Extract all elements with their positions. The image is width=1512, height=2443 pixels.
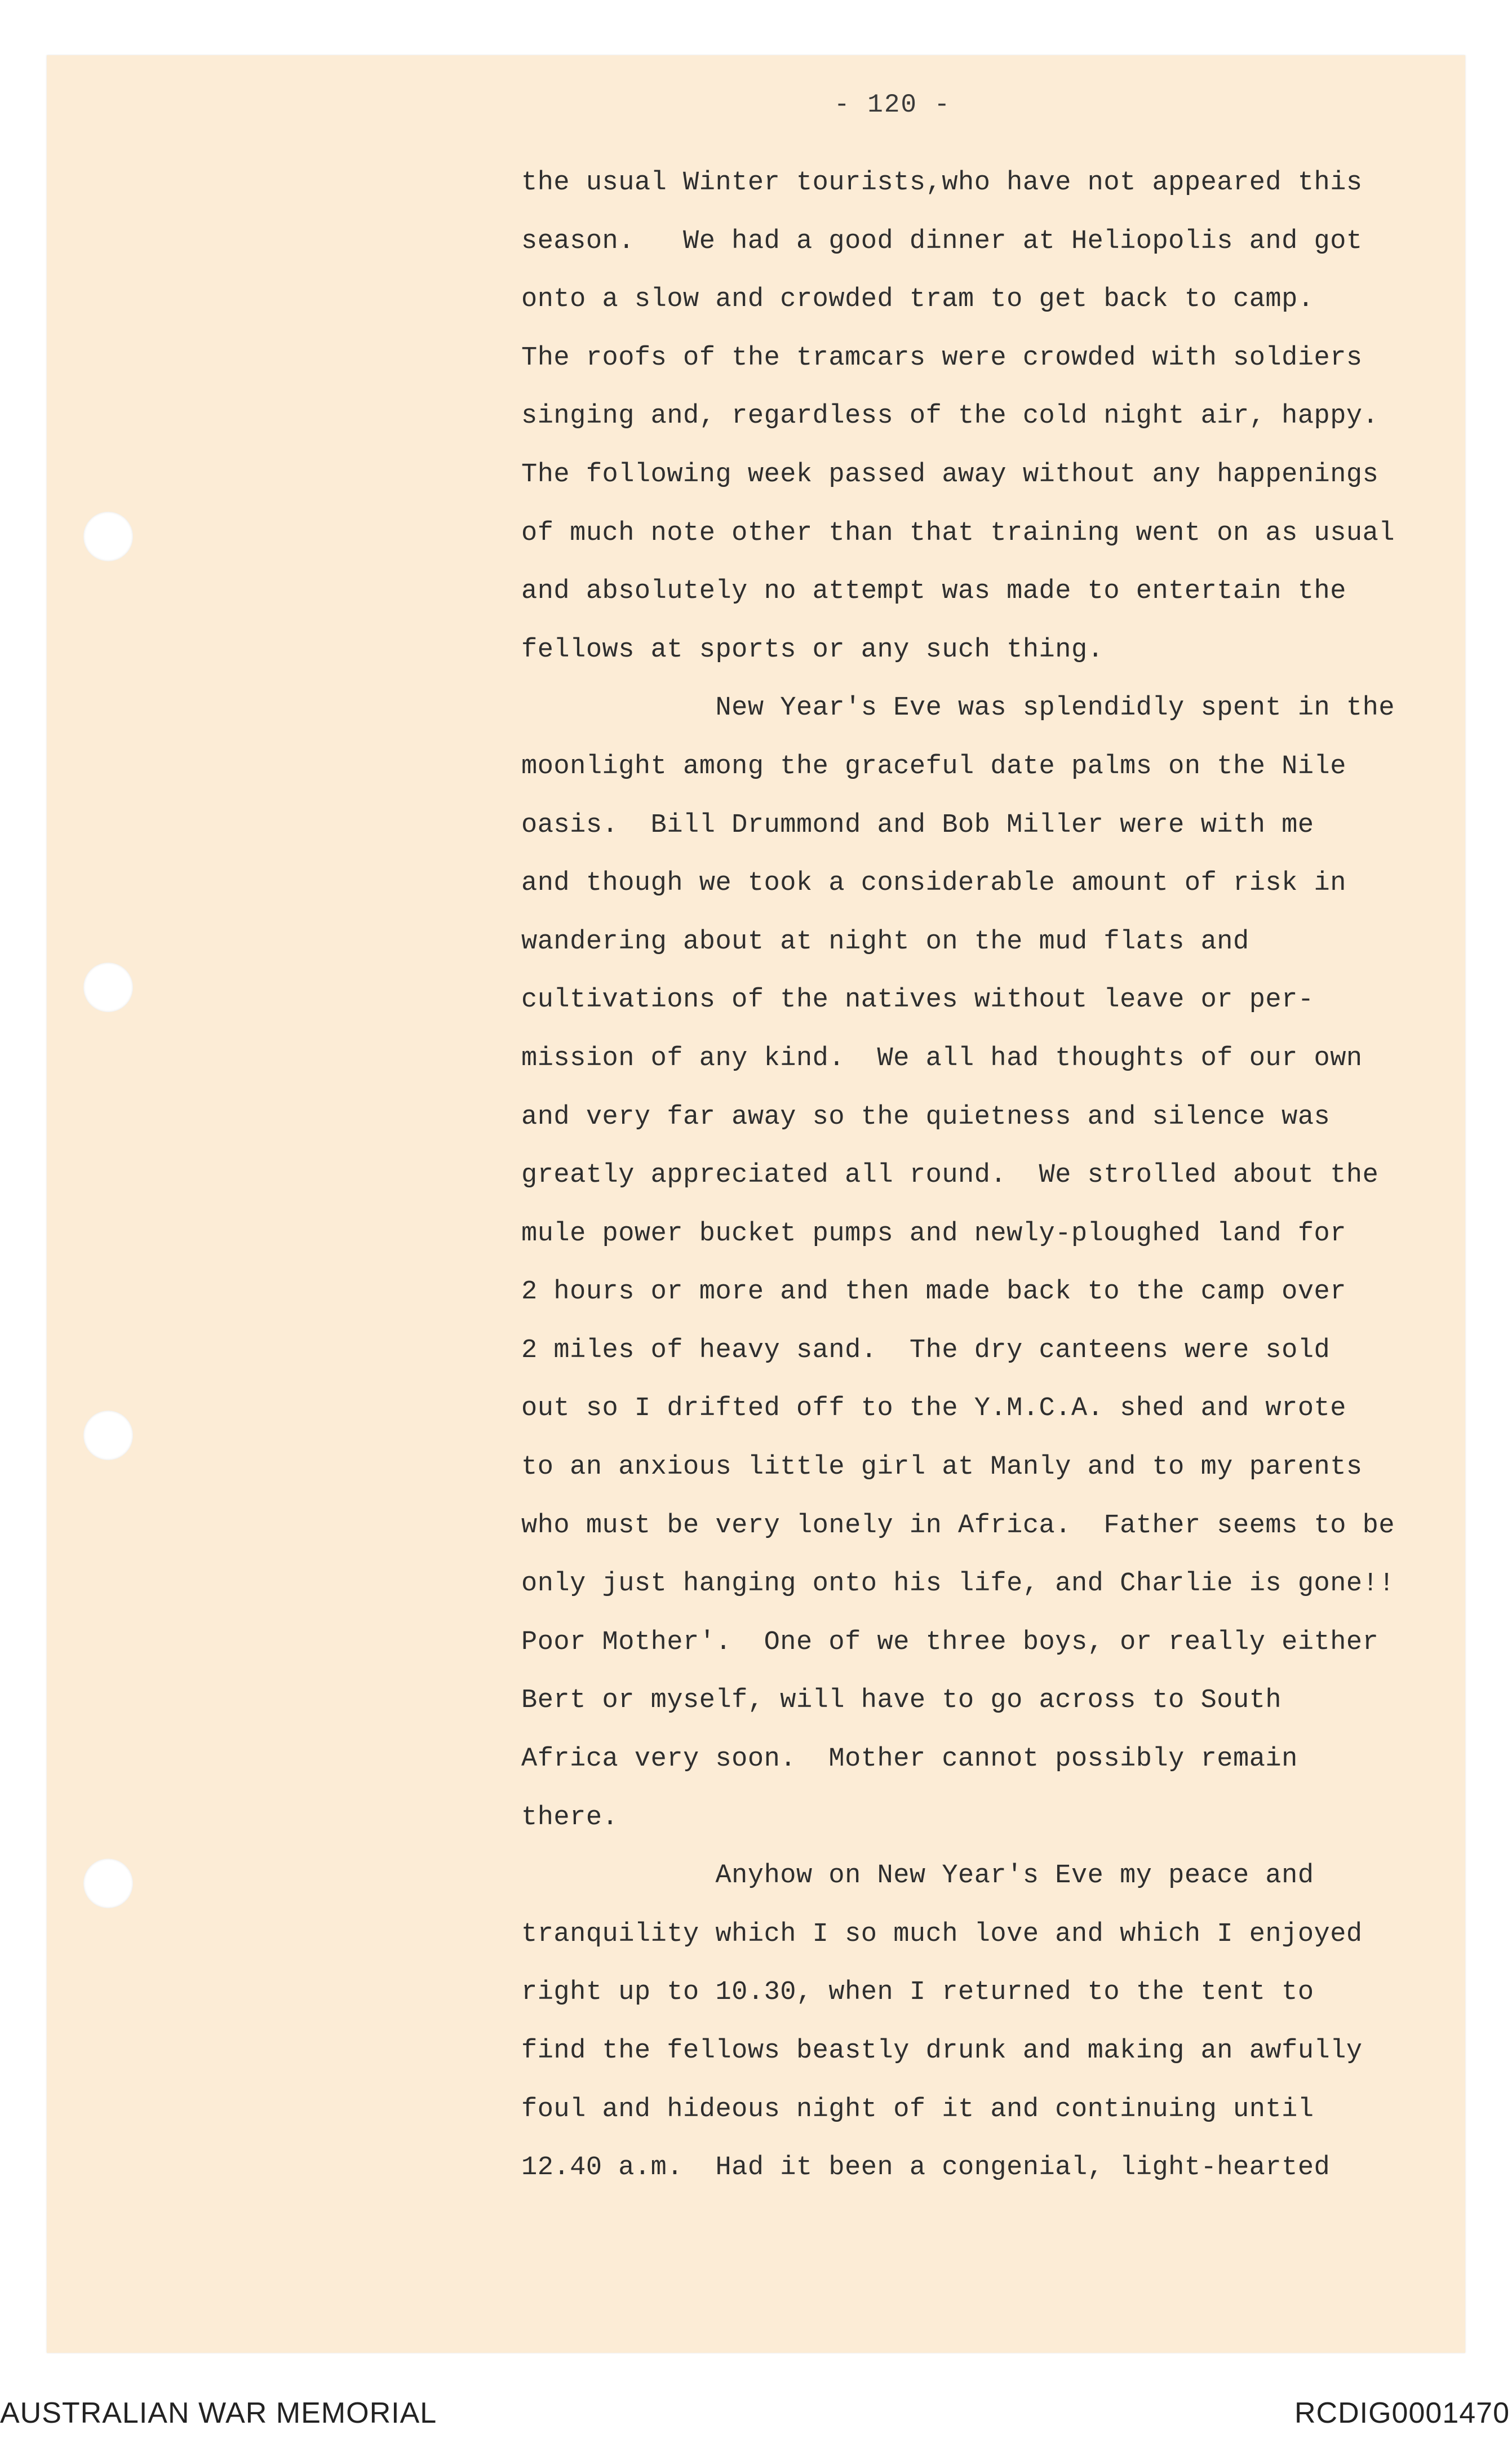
text-line: wandering about at night on the mud flats and bbox=[521, 926, 1249, 957]
text-line: the usual Winter tourists,who have not appeared this bbox=[521, 168, 1363, 198]
punch-hole bbox=[83, 512, 133, 561]
text-line: find the fellows beastly drunk and making an awfully bbox=[521, 2036, 1363, 2066]
text-line: oasis. Bill Drummond and Bob Miller were with me bbox=[521, 810, 1314, 840]
text-line: season. We had a good dinner at Heliopolis and got bbox=[521, 226, 1363, 256]
text-line: who must be very lonely in Africa. Father seems to be bbox=[521, 1510, 1395, 1541]
footer-archive-name: AUSTRALIAN WAR MEMORIAL bbox=[0, 2397, 437, 2429]
text-line: right up to 10.30, when I returned to the tent to bbox=[521, 1978, 1314, 2008]
text-line: 2 hours or more and then made back to the camp over bbox=[521, 1277, 1346, 1307]
text-line: mission of any kind. We all had thoughts of our own bbox=[521, 1043, 1363, 1074]
text-line: 12.40 a.m. Had it been a congenial, light-hearted bbox=[521, 2153, 1331, 2183]
punch-hole bbox=[83, 1859, 133, 1908]
text-line: cultivations of the natives without leave or per- bbox=[521, 985, 1314, 1016]
text-line: there. bbox=[521, 1802, 619, 1833]
text-line: mule power bucket pumps and newly-ploughed land for bbox=[521, 1218, 1346, 1249]
text-line: greatly appreciated all round. We strolled about the bbox=[521, 1160, 1379, 1191]
text-line: New Year's Eve was splendidly spent in the bbox=[521, 693, 1395, 724]
typed-text-body bbox=[521, 163, 1468, 2207]
text-line: Anyhow on New Year's Eve my peace and bbox=[521, 1861, 1314, 1891]
punch-hole bbox=[83, 963, 133, 1012]
text-line: 2 miles of heavy sand. The dry canteens were sold bbox=[521, 1335, 1331, 1365]
text-line: and though we took a considerable amount of risk in bbox=[521, 868, 1346, 899]
text-line: The roofs of the tramcars were crowded with soldiers bbox=[521, 343, 1363, 373]
page-number: - 120 - bbox=[834, 90, 951, 119]
text-line: tranquility which I so much love and which I enjoyed bbox=[521, 1919, 1363, 1949]
text-line: onto a slow and crowded tram to get back to camp. bbox=[521, 285, 1314, 315]
text-line: The following week passed away without any happenings bbox=[521, 459, 1379, 490]
text-line: of much note other than that training went on as usual bbox=[521, 518, 1395, 548]
text-line: and absolutely no attempt was made to entertain the bbox=[521, 577, 1346, 607]
text-line: Africa very soon. Mother cannot possibly remain bbox=[521, 1744, 1298, 1775]
text-line: Poor Mother'. One of we three boys, or really either bbox=[521, 1627, 1379, 1657]
text-line: foul and hideous night of it and continuing until bbox=[521, 2094, 1314, 2125]
punch-hole bbox=[83, 1411, 133, 1460]
footer-record-id: RCDIG0001470 bbox=[1294, 2397, 1510, 2429]
text-line: singing and, regardless of the cold night air, happy. bbox=[521, 401, 1379, 432]
text-line: out so I drifted off to the Y.M.C.A. shed and wrote bbox=[521, 1394, 1346, 1424]
text-line: to an anxious little girl at Manly and to my parents bbox=[521, 1452, 1363, 1483]
text-line: moonlight among the graceful date palms on the Nile bbox=[521, 751, 1346, 782]
text-line: Bert or myself, will have to go across to South bbox=[521, 1686, 1282, 1716]
text-line: fellows at sports or any such thing. bbox=[521, 635, 1104, 665]
text-line: only just hanging onto his life, and Charlie is gone!! bbox=[521, 1569, 1395, 1599]
text-line: and very far away so the quietness and silence was bbox=[521, 1102, 1331, 1132]
